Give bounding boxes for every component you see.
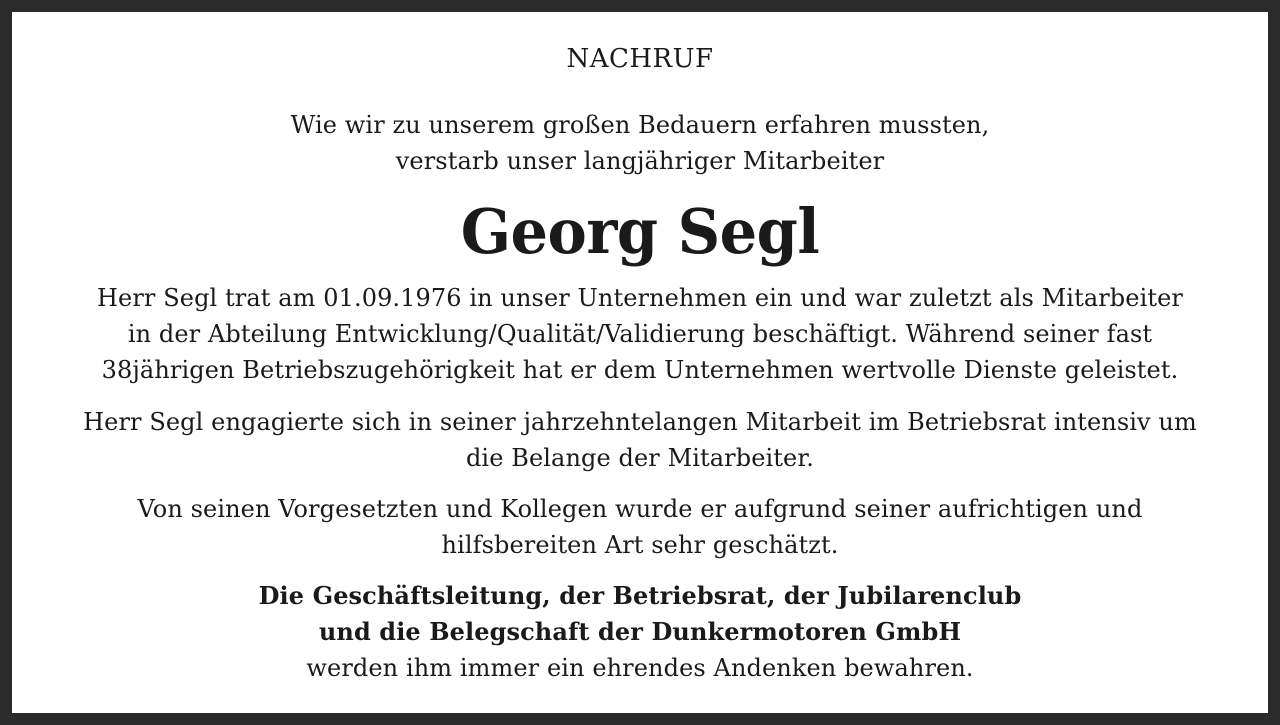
closing-bold-line: und die Belegschaft der Dunkermotoren GmbH xyxy=(318,617,962,646)
paragraph-line: die Belange der Mitarbeiter. xyxy=(465,444,815,472)
deceased-name: Georg Segl xyxy=(460,195,820,268)
paragraph-line: Herr Segl engagierte sich in seiner jahrzehntelangen Mitarbeit im Betriebsrat intensiv um xyxy=(83,408,1197,436)
paragraph-line: Herr Segl trat am 01.09.1976 in unser Unternehmen ein und war zuletzt als Mitarbeiter xyxy=(97,284,1183,312)
notice-heading: NACHRUF xyxy=(566,44,714,74)
paragraph-line: Von seinen Vorgesetzten und Kollegen wurde er aufgrund seiner aufrichtigen und xyxy=(137,495,1143,523)
obituary-notice xyxy=(12,12,1268,713)
intro-line: Wie wir zu unserem großen Bedauern erfahren mussten, xyxy=(290,111,990,139)
paragraph-line: hilfsbereiten Art sehr geschätzt. xyxy=(441,531,839,559)
paragraph-line: 38jährigen Betriebszugehörigkeit hat er dem Unternehmen wertvolle Dienste geleistet. xyxy=(101,356,1179,384)
closing-line: werden ihm immer ein ehrendes Andenken bewahren. xyxy=(306,654,974,682)
paragraph-line: in der Abteilung Entwicklung/Qualität/Validierung beschäftigt. Während seiner fast xyxy=(127,320,1153,348)
intro-line: verstarb unser langjähriger Mitarbeiter xyxy=(395,147,885,175)
closing-bold-line: Die Geschäftsleitung, der Betriebsrat, der Jubilarenclub xyxy=(258,581,1022,610)
